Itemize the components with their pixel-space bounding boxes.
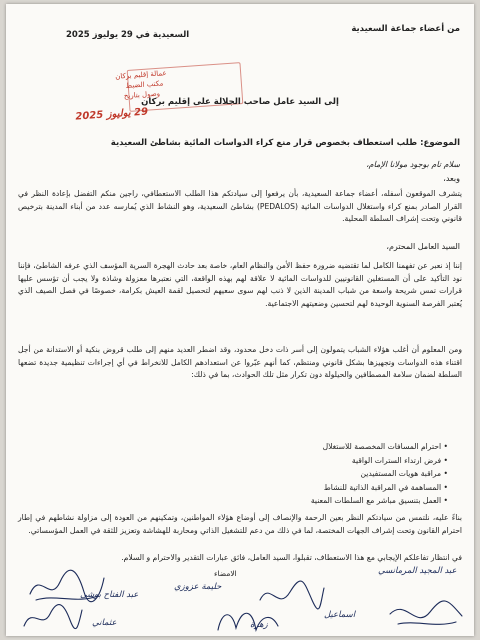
letter-page bbox=[6, 4, 474, 636]
measures-list bbox=[311, 440, 462, 508]
signatures-title: الامضاء bbox=[214, 569, 237, 578]
after-greeting: وبعد، bbox=[443, 174, 460, 183]
stamp-date: 29 يوليوز 2025 bbox=[75, 106, 149, 123]
signature-name: عبد المجيد المرمانسي bbox=[378, 566, 457, 576]
stamp-line-1: عمالة إقليم بركان bbox=[114, 69, 167, 81]
signature-scribble bbox=[20, 600, 84, 636]
signature-name: عبد الفتاح بوشي bbox=[80, 590, 139, 600]
measure-item: • مراقبة هويات المستفيدين bbox=[311, 467, 448, 481]
stamp-line-3: وصول بتاريخ bbox=[123, 89, 161, 101]
addressee: إلى السيد عامل صاحب الجلالة على إقليم بركان bbox=[141, 97, 339, 107]
paragraph-context: إننا إذ نعبر عن تفهمنا الكامل لما تقتضيه ضرورة حفظ الأمن والنظام العام، خاصة بعد حادث الهجرة السرية المؤسف الذي عرفه الشاطئ، فإننا نود التأكيد على أن المستغلين القانونيين للدواسات المائية لا علاقة لهم بهذه الواقعة، التي نعتبرها معزولة وشاذة ولا يجب أن تؤسس عليها قرارات تمس شريحة واسعة من شباب المدينة الذين لا ذنب لهم سوى سعيهم لتحصيل لقمة العيش بكرامة، خصوصًا في فصل الصيف الذي يُعتبر الفرصة السنوية الوحيدة لهم لتحسين وضعيتهم الاجتماعية. bbox=[18, 261, 462, 308]
measure-item: • احترام المسافات المخصصة للاستغلال bbox=[311, 440, 448, 454]
signature-scribble bbox=[386, 594, 466, 634]
paragraph-situation: ومن المعلوم أن أغلب هؤلاء الشباب يتمولون إلى أسر ذات دخل محدود، وقد اضطر العديد منهم إلى طلب قروض بنكية أو الاستدانة من أجل اقتناء هذه الدواسات وتجهيزها بشكل قانوني ومنتظم، كما أنهم عبّروا عن استعدادهم الكامل للانخراط في أي إجراءات تنظيمية جديدة تضعها السلطة لضمان سلامة المصطافين والحيلولة دون تكرار مثل تلك الحوادث، بما في ذلك: bbox=[18, 345, 462, 380]
measure-item: • المساهمة في المراقبة الذاتية للنشاط bbox=[311, 481, 448, 495]
reception-stamp bbox=[46, 66, 177, 125]
greeting: سلام تام بوجود مولانا الإمام، bbox=[366, 160, 460, 169]
subject-line: الموضوع: طلب استعطاف بخصوص قرار منع كراء الدواسات المائية بشاطئ السعيدية bbox=[110, 138, 460, 148]
signature-name: عثماني bbox=[92, 618, 117, 628]
date-line: السعيدية في 29 يوليوز 2025 bbox=[66, 30, 190, 40]
salutation: السيد العامل المحترم، bbox=[386, 242, 460, 251]
signature-name: حليمة عزوزي bbox=[174, 582, 222, 592]
paragraph-intro: يتشرف الموقعون أسفله، أعضاء جماعة السعيدية، بأن يرفعوا إلى سيادتكم هذا الطلب الاستعطافي، راجين منكم التفضل بإعادة النظر في القرار الصادر بمنع كراء واستغلال الدواسات المائية (PEDALOS) بشاطئ السعيدية، وهو النشاط الذي يُمارسه عدد من أبناء المدينة بترخيص قانوني وتحت إشراف السلطة المحلية. bbox=[18, 189, 462, 224]
measure-item: • فرض ارتداء السترات الواقية bbox=[311, 454, 448, 468]
measure-item: • العمل بتنسيق مباشر مع السلطات المعنية bbox=[311, 494, 448, 508]
sender-line: من أعضاء جماعة السعيدية bbox=[351, 24, 460, 34]
signature-name: زهرة bbox=[250, 620, 268, 630]
stamp-line-2: مكتب الضبط bbox=[125, 79, 164, 91]
signature-scribble bbox=[212, 600, 282, 636]
signature-name: اسماعيل bbox=[324, 610, 356, 620]
closing-paragraph: في انتظار تفاعلكم الإيجابي مع هذا الاستعطاف، تقبلوا، السيد العامل، فائق عبارات التقدير والاحترام و السلام. bbox=[121, 553, 462, 562]
paragraph-request: بناءً عليه، نلتمس من سيادتكم النظر بعين الرحمة والإنصاف إلى أوضاع هؤلاء المواطنين، وتمكينهم من العودة إلى مزاولة نشاطهم في إطار احترام القانون وتحت إشراف الجهات المختصة، لما في ذلك من دعم للتشغيل الذاتي ومحاربة للهشاشة وتعزيز للثقة في العمل المؤسساتي. bbox=[18, 513, 462, 535]
